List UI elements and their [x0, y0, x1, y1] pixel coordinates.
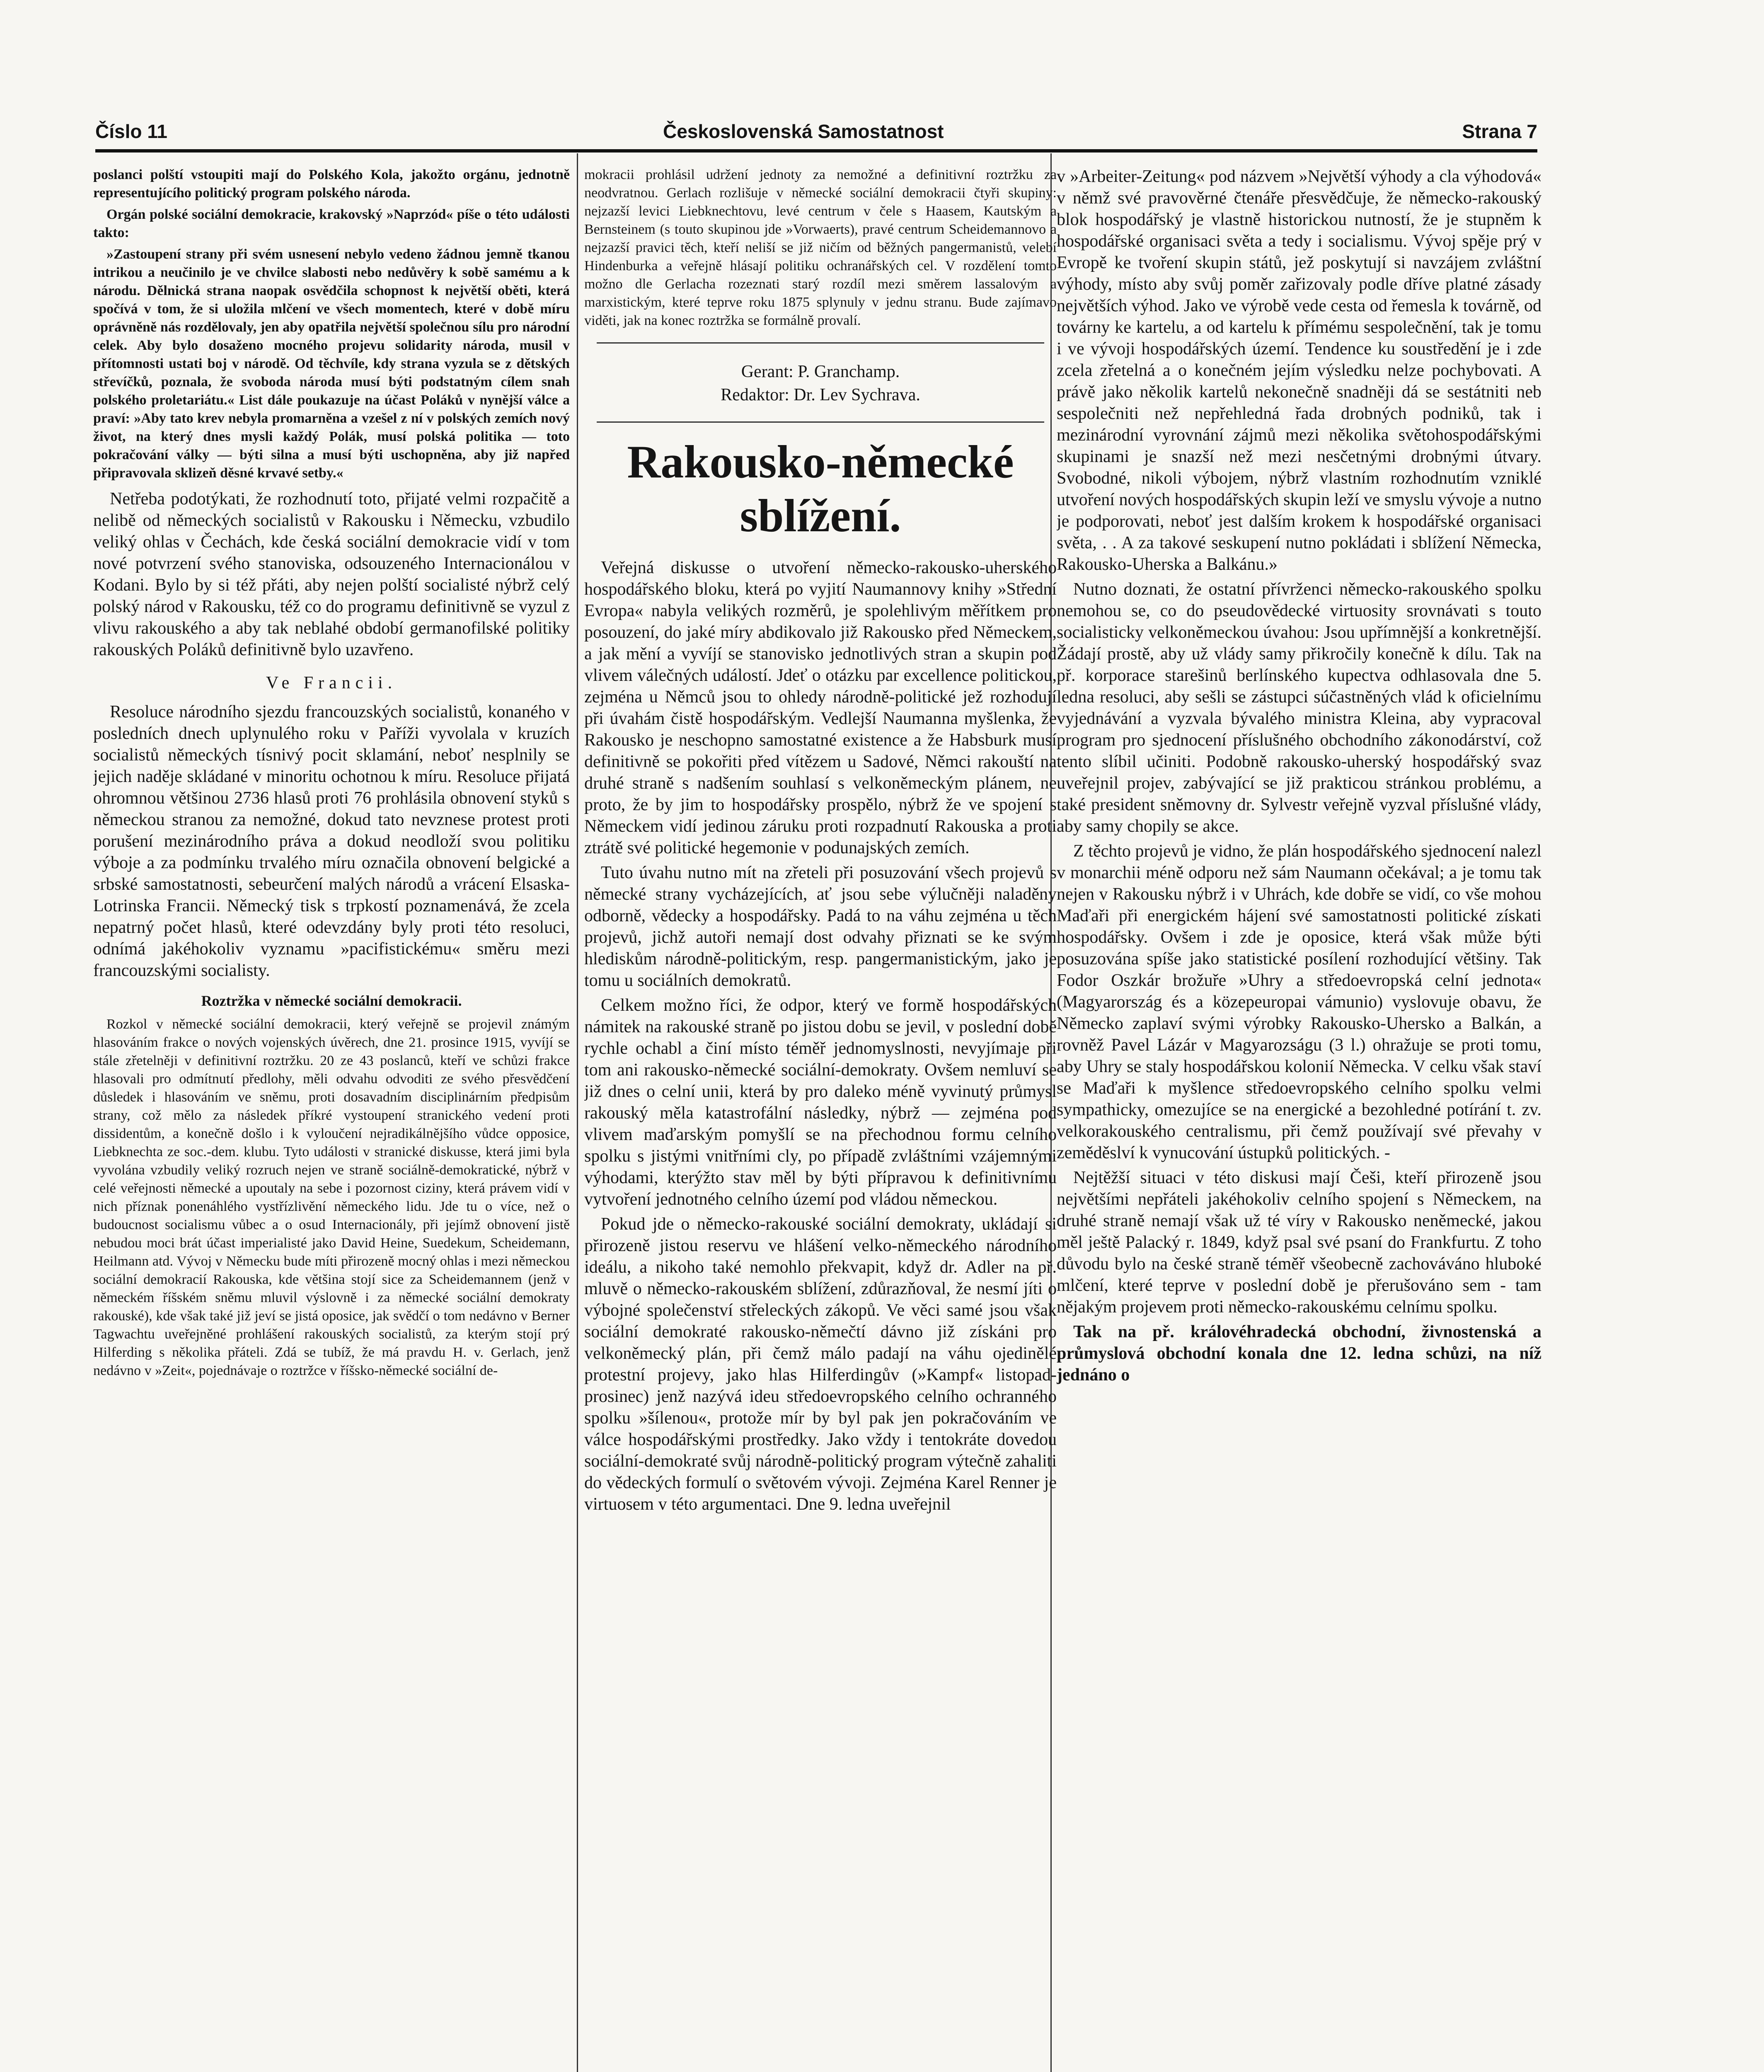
page-header [95, 116, 1537, 149]
paragraph: Rozkol v německé sociální demokracii, který veřejně se projevil známým hlasováním frakce o nových vojenských úvěrech, dne 21. prosince 1915, vyvíjí se stále zřetelněji v definitivní roztržku. 20 ze 43 poslanců, kteří ve schůzi frakce hlasovali pro odmítnutí předlohy, měli odvahu odvoditi ze svého přesvědčení důsledek i hlasováním ve sněmu, proti dosavadním disciplinárním předpisům strany, což mělo za následek příkré vystoupení stranického vedení proti dissidentům, a konečně došlo i k vyloučení nejradikálnějšího vůdce opposice, Liebknechta ze soc.-dem. klubu. Tyto události v stranické diskusse, která jimi byla vyvolána vzbudily veliký rozruch nejen ve straně sociálně-demokratické, nýbrž v celé veřejnosti německé a upoutaly na sebe i pozornost ciziny, která právem vidí v nich příznak ponenáhlého vystřízlivění německého lidu. Jde tu o více, než o budoucnost socialismu vůbec a o osud Internacionály, při jejímž obnovení jistě nebudou moci brát účast imperialisté jako David Heine, Suedekum, Scheidemann, Heilmann atd. Vývoj v Německu bude míti přirozeně mocný ohlas i mezi německou sociální demokracií Rakouska, kde většina stojí sice za Scheidemannem (jenž v německém říšském sněmu mluvil výslovně i za německé sociální demokraty rakouské), kde však také již jeví se jistá oposice, jak svědčí o tom nedávno v Berner Tagwachtu uveřejněné prohlášení rakouských socialistů, za kterým stojí prý Hilferding s několika přáteli. Zdá se tubíž, že má pravdu H. v. Gerlach, jenž nedávno v »Zeit«, pojednávaje o roztržce v říšsko-německé sociální de- [93, 1017, 570, 1378]
header-rule [95, 149, 1537, 152]
paragraph: poslanci polští vstoupiti mají do Polského Kola, jakožto orgánu, jednotně representujícího politický program polského národa. [93, 167, 570, 201]
paragraph: Nejtěžší situaci v této diskusi mají Češi, kteří přirozeně jsou největšími nepřáteli jakéhokoliv celního spojení s Německem, na druhé straně nemají však už té víry v Rakousko neněmecké, jakou měl ještě Palacký r. 1849, když psal své psaní do Frankfurtu. Z toho důvodu bylo na české straně téměř všeobecně zachováváno hluboké mlčení, které teprve v poslední době je přerušováno sem - tam nějakým projevem proti německo-rakouskému celnímu spolku. [1057, 1168, 1541, 1317]
paragraph: Veřejná diskusse o utvoření německo-rakousko-uherského hospodářského bloku, která po vyjití Naumannovy knihy »Střední Evropa« nabyla velikých rozměrů, je spolehlivým měřítkem pro posouzení, do jaké míry abdikovalo již Rakousko před Německem, a jak mění a vyvíjí se stanovisko jednotlivých stran a skupin pod vlivem válečných událostí. Jdeť o otázku par excellence politickou, zejména u Němců jsou to ohledy národně-politické jež rozhodují při úvahám čistě hospodářským. Vedlejší Naumanna myšlenka, že Rakousko je neschopno samostatné existence a že Habsburk musí definitivně se pokořiti před vítězem u Sadové, Němci rakouští na druhé straně s nadšením souhlasí s velkoněmeckým plánem, ne proto, že by jim to hospodářsky prospělo, nýbrž že ve spojení s Německem vidí jedinou záruku proti rozpadnutí Rakouska a proti ztrátě své politické hegemonie v podunajských zemích. [584, 558, 1057, 857]
paragraph: Nutno doznati, že ostatní přívrženci německo-rakouského spolku nemohou se, co do pseudovědecké virtuosity srovnávati s touto socialisticky velkoněmeckou úvahou: Jsou upřímnější a konkretnější. Žádají prostě, aby už vlády samy přikročily konečně k dílu. Tak na př. korporace starešinů berlínského kupectva odhlasovala dne 5. ledna resoluci, aby sešli se zástupci súčastněných vlád k oficielnímu vyjednávání a vyzvala bývalého ministra Kleina, aby vypracoval program pro sjednocení příslušného obchodního zákonodárství, což tento slíbil učiniti. Podobně rakousko-uherský hospodářský svaz uveřejnil projev, zabývající se již prakticou stránkou problému, a také president sněmovny dr. Sylvestr veřejně vyzval příslušné vlády, aby samy chopily se akce. [1057, 580, 1541, 836]
paragraph: Netřeba podotýkati, že rozhodnutí toto, přijaté velmi rozpačitě a nelibě od německých socialistů v Rakousku i Německu, vzbudilo veliký ohlas v Čechách, kde česká sociální demokracie vidí v tom nové potvrzení svého stanoviska, odsouzeného Internacionálou v Kodani. Bylo by si též přáti, aby nejen polští socialisté nýbrž celý polský národ v Rakousku, též co do programu definitivně se vyzul z vlivu rakouského a aby tak neblahé období germanofilské politiky rakouských Poláků definitivně bylo uzavřeno. [93, 489, 570, 659]
paragraph: mokracii prohlásil udržení jednoty za nemožné a definitivní roztržku za neodvratnou. Gerlach rozlišuje v německé sociální demokracii čtyři skupiny: nejzazší levici Liebknechtovu, levé centrum v čele s Haasem, Kautským a Bernsteinem (s touto skupinou jde »Vorwaerts), pravé centrum Scheidemannovo a nejzazší pravici těch, kteří neliší se již ničím od běžných pangermanistů, velebí Hindenburka a veřejně hlásají politiku ochranářských cel. V rozdělení tomto možno dle Gerlacha rozeznati starý rozdíl mezi směrem lassalovým a marxistickým, které teprve roku 1875 splynuly v jednu stranu. Bude zajímavo viděti, jak na konec roztržka se formálně provalí. [584, 167, 1057, 328]
paragraph: Orgán polské sociální demokracie, krakovský »Naprzód« píše o této události takto: [93, 207, 570, 240]
commentary [93, 488, 570, 661]
polish-section [93, 166, 570, 482]
newspaper-title: Československá Samostatnost [663, 121, 944, 142]
split-continuation [584, 166, 1057, 330]
column-1 [93, 166, 570, 2072]
issue-number: Číslo 11 [95, 121, 167, 142]
paragraph: Resoluce národního sjezdu francouzských socialistů, konaného v posledních dnech uplynulého roku v Paříži vyvolala v kruzích socialistů německých tísnivý pocit sklamání, neboť nesplnily se jejich naděje skládané v minoritu ochotnou k míru. Resoluce přijatá ohromnou většinou 2736 hlasů proti 76 prohlásila obnovení styků s německou stranou za nemožné, dokud tato nevznese protest proti porušení mezinárodního práva a dokud neodloží svou politiku výboje a za podmínku trvalého míru označila obnovení belgické a srbské samostatnosti, sebeurčení malých národů a vrácení Elsaska-Lotrinska Francii. Německý tisk s trpkostí poznamenává, že zcela nepatrný počet hlasů, které odevzdány byly proti této resoluci, odnímá jakéhokoliv vyznamu »pacifistickému« směru mezi francouzskými socialisty. [93, 702, 570, 980]
paragraph: Tak na př. královéhradecká obchodní, živnostenská a průmyslová obchodní konala dne 12. ledna schůzi, na níž jednáno o [1057, 1322, 1541, 1385]
section-title-split: Roztržka v německé sociální demokracii. [201, 992, 462, 1009]
paragraph: Tuto úvahu nutno mít na zřeteli při posuzování všech projevů s německé strany vycházejících, ať jsou sebe výlučněji naladěny odborně, vědecky a hospodářsky. Padá to na váhu zejména u těch projevů, jichž autoři nemají dost odvahy přiznati se ke svým hlediskům národně-politickým, resp. pangermanistickým, jako je tomu u sociálních demokratů. [584, 863, 1057, 990]
column-3 [1057, 166, 1541, 2072]
column-2 [584, 166, 1057, 2072]
separator [597, 342, 1044, 344]
gerant: Gerant: P. Granchamp. [741, 362, 900, 381]
section-title-france: Ve Francii. [266, 673, 397, 692]
paragraph: Celkem možno říci, že odpor, který ve formě hospodářských námitek na rakouské straně po jistou dobu se jevil, v poslední době rychle ochabl a činí místo téměř jednomyslnosti, nevyjímaje při tom ani rakousko-německé sociální-demokraty. Ovšem nemluví se již dnes o celní unii, která by pro daleko méně vyvinutý průmysl rakouský měla katastrofální následky, nýbrž — zejména pod vlivem maďarským pomyšlí se na přechodnou formu celního spolku s jistými vnitřními cly, po případě zvláštními vzájemnými výhodami, kterýžto stav měl by býti přípravou k definitivnímu vytvoření jednotného celního území pod vládou německou. [584, 996, 1057, 1209]
article-title: Rakousko-německé sblížení. [627, 436, 1014, 542]
column-divider-1 [577, 153, 578, 2072]
paragraph: »Zastoupení strany při svém usnesení nebylo vedeno žádnou jemně tkanou intrikou a neučinilo je ve chvilce slabosti nebo nedůvěry k sobě samému a k národu. Dělnická strana naopak osvědčila schopnost k největší oběti, která spočívá v tom, že si uložila mlčení ve všech momentech, které v době míru oprávněně nás rozdělovaly, jen aby opatřila největší společnou sílu pro národní celek. Aby bylo dosaženo mocného projevu solidarity národa, musil v přítomnosti ustati boj v národě. Od těchvíle, kdy strana vyzula se z dětských střevíčků, poznala, že svoboda národa musí býti podstatným cílem snah polského proletariátu.« List dále poukazuje na účast Poláků v nynější válce a praví: »Aby tato krev nebyla promarněna a vzešel z ní v polských zemích nový život, na který dnes mysli každý Polák, musí polská politika — toto pokračování války — býti silna a musí býti uschopněna, aby již napřed připravovala sklizeň děsné krvavé setby.« [93, 247, 570, 481]
paragraph: Z těchto projevů je vidno, že plán hospodářského sjednocení nalezl v monarchii méně odporu než sám Naumann očekával; a je tomu tak nejen v Rakousku nýbrž i v Uhrách, kde dobře se vidí, co vše mohou Maďaři při energickém hájení své samostatnosti politické získati hospodářsky. Ovšem i zde je oposice, která však může býti posuzována spíše jako statistické posílení rozhodující většiny. Tak Fodor Oszkár brožuře »Uhry a středoevropská celní jednota« (Magyarország és a közepeuropai vámunio) vyslovuje obavu, že Německo zaplaví svými výrobky Rakousko-Uhersko a Balkán, a rovněž Pavel Lázár v Magyarozságu (3 l.) ohražuje se proti tomu, aby Uhry se staly hospodářskou kolonií Německa. V celku však staví se Maďaři k myšlence středoevropského celního spolku velmi sympathicky, omezujíce se na energické a bezohledné potírání t. zv. velkorakouského centralismu, při čemž používají své převahy v zeměděslví k vynucování ústupků politických. - [1057, 842, 1541, 1162]
separator [597, 421, 1044, 423]
split-section [93, 1015, 570, 1380]
paragraph: v »Arbeiter-Zeitung« pod názvem »Největší výhody a cla výhodová« v němž své pravověrné čtenáře přesvědčuje, že německo-rakouský blok hospodářský je vlastně historickou nutností, že je stupněm k hospodářské organisaci světa a tedy i socialismu. Vývoj spěje prý v Evropě ke tvoření skupin států, jež poskytují si navzájem zvláštní výhody, místo aby svůj poměr zařizovaly podle dříve platné zásady největších výhod. Jako ve výrobě vede cesta od řemesla k továrně, od továrny ke kartelu, a od kartelu k přímému sespolečnění, tak je tomu i ve vývoji hospodářských území. Tendence ku soustředění je i zde zcela zřetelná a o konečném jejím výsledku nelze pochybovati. A právě jako několik kartelů nekonečně snadněji dá se sestátniti neb sespolečniti než nepřehledná řada drobných podniků, tak i mezinárodní vyrovnání zájmů mezi několika světohospodářskými skupinami je snazší než mezi nesčetnými drobnými útvary. Svobodné, nikoli výbojem, nýbrž vlastním rozhodnutím vzniklé utvoření nových hospodářských skupin leží ve smyslu vývoje a nutno je podporovati, neboť jest dalším krokem k hospodářské organisaci světa, . . A za takové seskupení nutno pokládati i sblížení Německa, Rakousko-Uherska a Balkánu.» [1057, 167, 1541, 574]
page-number: Strana 7 [1462, 121, 1537, 142]
redaktor: Redaktor: Dr. Lev Sychrava. [721, 385, 920, 404]
credits [584, 360, 1057, 407]
paragraph: Pokud jde o německo-rakouské sociální demokraty, ukládají si přirozeně jistou reservu ve hlášení velko-německého národního ideálu, a nikoho také nemohlo překvapit, když dr. Adler na př. mluvě o německo-rakouském sblížení, zdůrazňoval, že nesmí jíti o výbojné společenství střeleckých zákopů. Ve věci samé jsou však sociální demokraté rakousko-němečtí dávno již získáni pro velkoněmecký plán, při čemž málo padají na váhu ojedinělé protestní projevy, jako hlas Hilferdingův (»Kampf« listopad-prosinec) jenž nazývá ideu středoevropského celního ochranného spolku »šílenou«, protože mír by byl pak jen pokračováním ve válce hospodářskými prostředky. Jako vždy i tentokráte dovedou sociální-demokraté svůj národně-politický program výtečně zahaliti do vědeckých formulí o světovém vývoji. Zejména Karel Renner je virtuosem v této argumentaci. Dne 9. ledna uveřejnil [584, 1215, 1057, 1514]
article-continuation [1057, 166, 1541, 1386]
france-section [93, 701, 570, 981]
article-body [584, 557, 1057, 1515]
